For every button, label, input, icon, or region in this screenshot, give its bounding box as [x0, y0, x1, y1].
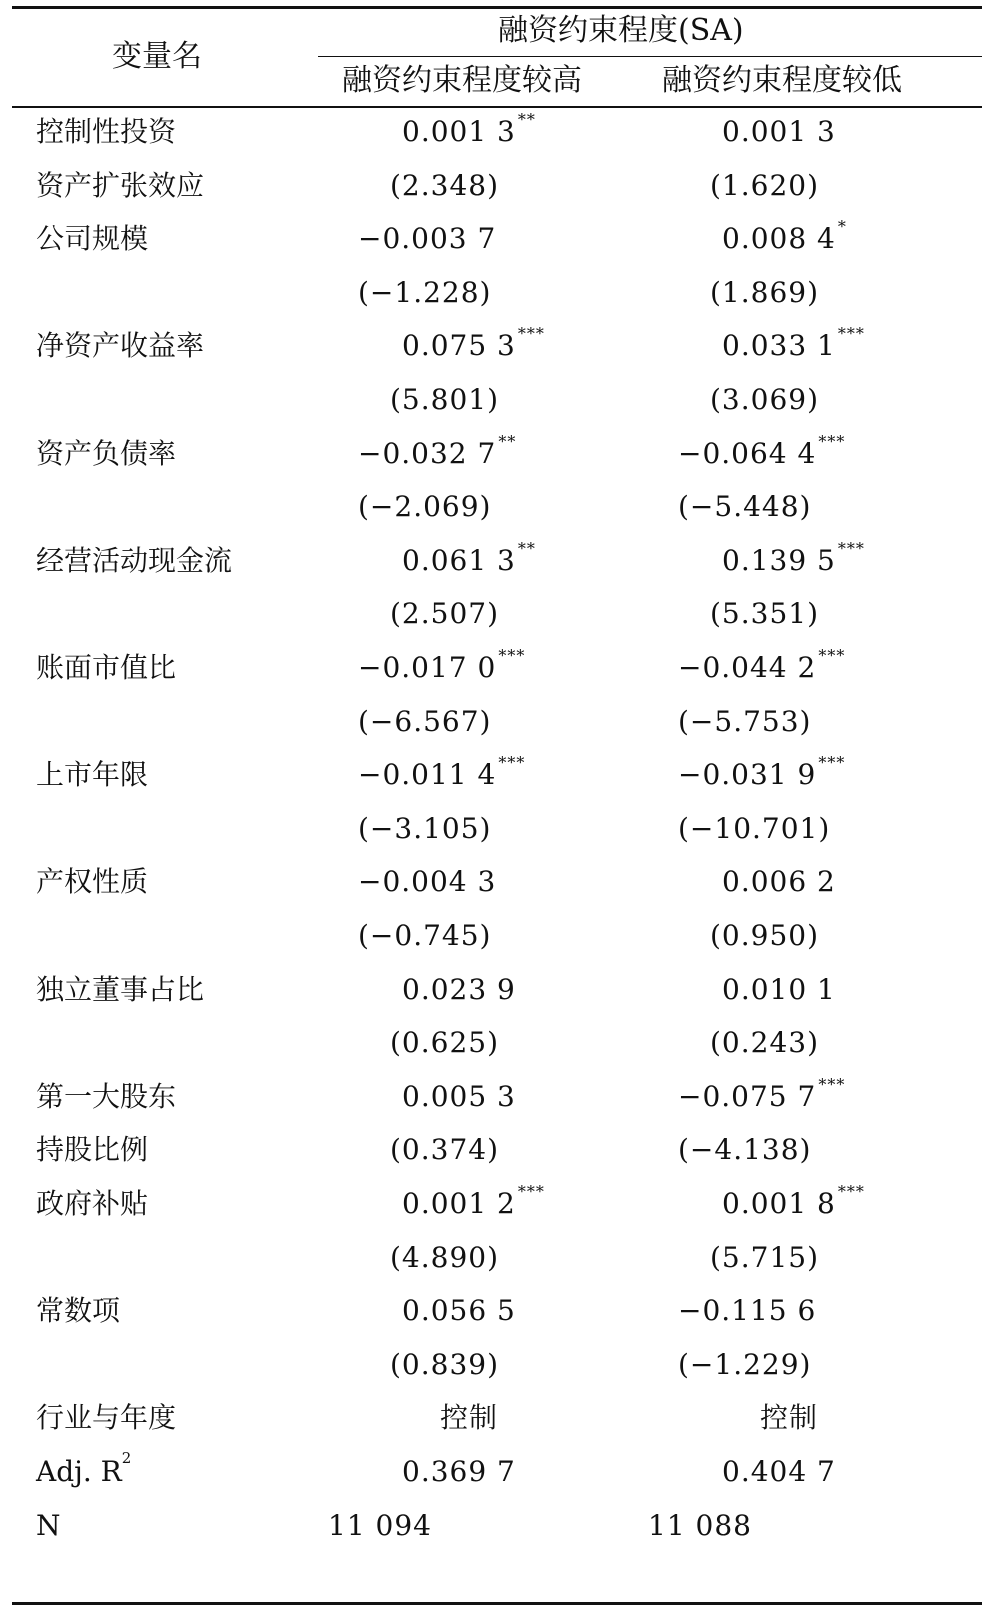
cell-high [358, 705, 492, 738]
cell-high [358, 490, 492, 523]
significance-stars: *** [837, 539, 865, 558]
row-label-text: 控制性投资 [36, 115, 177, 148]
cell-low [722, 1182, 865, 1220]
cell-value: 0.061 3 [402, 544, 516, 577]
cell-low [722, 973, 836, 1006]
cell-low [710, 1026, 820, 1059]
row-label-text: 产权性质 [36, 865, 149, 898]
cell-low [722, 324, 865, 362]
row-label [36, 865, 149, 898]
cell-value: (0.625) [390, 1026, 500, 1059]
cell-high [328, 1509, 432, 1542]
cell-low [678, 705, 812, 738]
cell-value: (0.839) [390, 1348, 500, 1381]
cell-high [402, 973, 516, 1006]
group-underline [318, 56, 982, 57]
cell-value: 0.404 7 [722, 1455, 836, 1488]
row-label-text: 资产扩张效应 [36, 169, 205, 202]
significance-stars: *** [818, 1075, 846, 1094]
cell-value: (2.348) [390, 169, 500, 202]
cell-value: (−10.701) [678, 812, 831, 845]
cell-high [358, 919, 492, 952]
cell-value: (0.374) [390, 1133, 500, 1166]
cell-value: 0.006 2 [722, 865, 836, 898]
cell-value: (1.869) [710, 276, 820, 309]
cell-high [440, 1401, 499, 1434]
cell-high [402, 539, 536, 577]
cell-high [390, 1348, 500, 1381]
cell-value: 0.033 1 [722, 329, 836, 362]
row-label [36, 1187, 149, 1220]
cell-low [678, 646, 846, 684]
row-label-text: 第一大股东 [36, 1080, 177, 1113]
cell-high [358, 222, 497, 255]
cell-high [358, 865, 497, 898]
cell-low [722, 1455, 836, 1488]
cell-value: −0.004 3 [358, 865, 497, 898]
cell-low [710, 383, 820, 416]
row-label [36, 1080, 177, 1113]
cell-high [390, 169, 500, 202]
cell-value: (5.801) [390, 383, 500, 416]
row-label-text: 上市年限 [36, 758, 149, 791]
top-rule [12, 6, 982, 9]
cell-low [722, 539, 865, 577]
row-label-text: 经营活动现金流 [36, 544, 233, 577]
cell-value: (−2.069) [358, 490, 492, 523]
cell-value: 控制 [760, 1401, 819, 1434]
row-label-text: 行业与年度 [36, 1401, 177, 1434]
cell-low [722, 115, 836, 148]
cell-value: 0.005 3 [402, 1080, 516, 1113]
cell-value: −0.044 2 [678, 651, 817, 684]
row-label-text: 政府补贴 [36, 1187, 149, 1220]
cell-value: (−3.105) [358, 812, 492, 845]
row-label-text: Adj. R [36, 1455, 122, 1488]
cell-value: 0.001 3 [402, 115, 516, 148]
cell-value: (−0.745) [358, 919, 492, 952]
cell-value: (0.243) [710, 1026, 820, 1059]
header-variable: 变量名 [112, 39, 202, 74]
cell-high [390, 1133, 500, 1166]
significance-stars: * [837, 217, 847, 236]
cell-value: (−1.229) [678, 1348, 812, 1381]
cell-value: (5.351) [710, 597, 820, 630]
header-rule [12, 106, 982, 108]
cell-value: (0.950) [710, 919, 820, 952]
cell-value: −0.075 7 [678, 1080, 817, 1113]
row-label [36, 329, 205, 362]
cell-low [678, 432, 846, 470]
row-label-text: 常数项 [36, 1294, 121, 1327]
cell-value: 0.010 1 [722, 973, 836, 1006]
row-label-text: 公司规模 [36, 222, 149, 255]
cell-low [678, 1294, 817, 1327]
cell-high [358, 646, 526, 684]
row-label-text: 账面市值比 [36, 651, 177, 684]
cell-value: (3.069) [710, 383, 820, 416]
row-label [36, 1401, 177, 1434]
cell-value: 0.001 8 [722, 1187, 836, 1220]
cell-high [390, 1241, 500, 1274]
header-group: 融资约束程度(SA) [498, 13, 744, 48]
cell-value: 0.369 7 [402, 1455, 516, 1488]
row-label-text: 独立董事占比 [36, 973, 205, 1006]
row-label-text: 持股比例 [36, 1133, 149, 1166]
cell-value: (5.715) [710, 1241, 820, 1274]
cell-high [390, 1026, 500, 1059]
cell-high [390, 383, 500, 416]
cell-low [710, 1241, 820, 1274]
cell-high [402, 1294, 516, 1327]
cell-value: −0.003 7 [358, 222, 497, 255]
cell-value: −0.115 6 [678, 1294, 817, 1327]
cell-low [722, 217, 847, 255]
cell-value: (4.890) [390, 1241, 500, 1274]
cell-low [648, 1509, 752, 1542]
row-label-text: 资产负债率 [36, 437, 177, 470]
row-label [36, 222, 149, 255]
cell-high [402, 110, 536, 148]
cell-low [710, 597, 820, 630]
cell-value: 11 088 [648, 1509, 752, 1542]
row-label [36, 1509, 61, 1542]
cell-value: (2.507) [390, 597, 500, 630]
row-label-text: 净资产收益率 [36, 329, 205, 362]
cell-value: 11 094 [328, 1509, 432, 1542]
cell-value: −0.031 9 [678, 758, 817, 791]
row-label [36, 651, 177, 684]
cell-low [678, 1348, 812, 1381]
cell-value: −0.064 4 [678, 437, 817, 470]
significance-stars: *** [517, 324, 545, 343]
bottom-rule [12, 1602, 982, 1605]
cell-value: −0.017 0 [358, 651, 497, 684]
cell-value: −0.032 7 [358, 437, 497, 470]
cell-value: (−4.138) [678, 1133, 812, 1166]
cell-low [710, 169, 820, 202]
significance-stars: *** [517, 1182, 545, 1201]
row-label [36, 169, 205, 202]
row-label [36, 1294, 121, 1327]
cell-value: (−1.228) [358, 276, 492, 309]
cell-value: 0.001 2 [402, 1187, 516, 1220]
cell-high [402, 324, 545, 362]
significance-stars: *** [818, 646, 846, 665]
significance-stars: ** [498, 432, 517, 451]
cell-low [678, 1133, 812, 1166]
significance-stars: ** [517, 539, 536, 558]
cell-low [678, 753, 846, 791]
cell-high [358, 812, 492, 845]
cell-low [722, 865, 836, 898]
cell-value: 控制 [440, 1401, 499, 1434]
cell-value: 0.056 5 [402, 1294, 516, 1327]
cell-value: (−6.567) [358, 705, 492, 738]
cell-value: −0.011 4 [358, 758, 497, 791]
row-label-text: N [36, 1509, 61, 1542]
cell-value: 0.075 3 [402, 329, 516, 362]
significance-stars: *** [837, 1182, 865, 1201]
cell-high [402, 1080, 516, 1113]
row-label [36, 544, 233, 577]
cell-value: (−5.753) [678, 705, 812, 738]
cell-value: 0.001 3 [722, 115, 836, 148]
row-label [36, 115, 177, 148]
cell-low [678, 490, 812, 523]
significance-stars: *** [498, 646, 526, 665]
header-col-low: 融资约束程度较低 [662, 63, 902, 98]
header-col-high: 融资约束程度较高 [342, 63, 582, 98]
cell-high [402, 1455, 516, 1488]
cell-high [358, 753, 526, 791]
cell-low [678, 812, 831, 845]
cell-high [402, 1182, 545, 1220]
cell-value: 0.023 9 [402, 973, 516, 1006]
cell-value: 0.139 5 [722, 544, 836, 577]
significance-stars: *** [818, 432, 846, 451]
row-label [36, 437, 177, 470]
cell-value: (1.620) [710, 169, 820, 202]
cell-low [710, 276, 820, 309]
cell-low [678, 1075, 846, 1113]
row-label [36, 758, 149, 791]
cell-low [760, 1401, 819, 1434]
significance-stars: *** [498, 753, 526, 772]
row-label [36, 973, 205, 1006]
cell-value: 0.008 4 [722, 222, 836, 255]
significance-stars: ** [517, 110, 536, 129]
significance-stars: *** [837, 324, 865, 343]
cell-high [358, 432, 517, 470]
cell-low [710, 919, 820, 952]
cell-high [358, 276, 492, 309]
row-label [36, 1448, 132, 1488]
significance-stars: *** [818, 753, 846, 772]
cell-value: (−5.448) [678, 490, 812, 523]
row-label [36, 1133, 149, 1166]
row-label-superscript: 2 [121, 1448, 132, 1467]
cell-high [390, 597, 500, 630]
